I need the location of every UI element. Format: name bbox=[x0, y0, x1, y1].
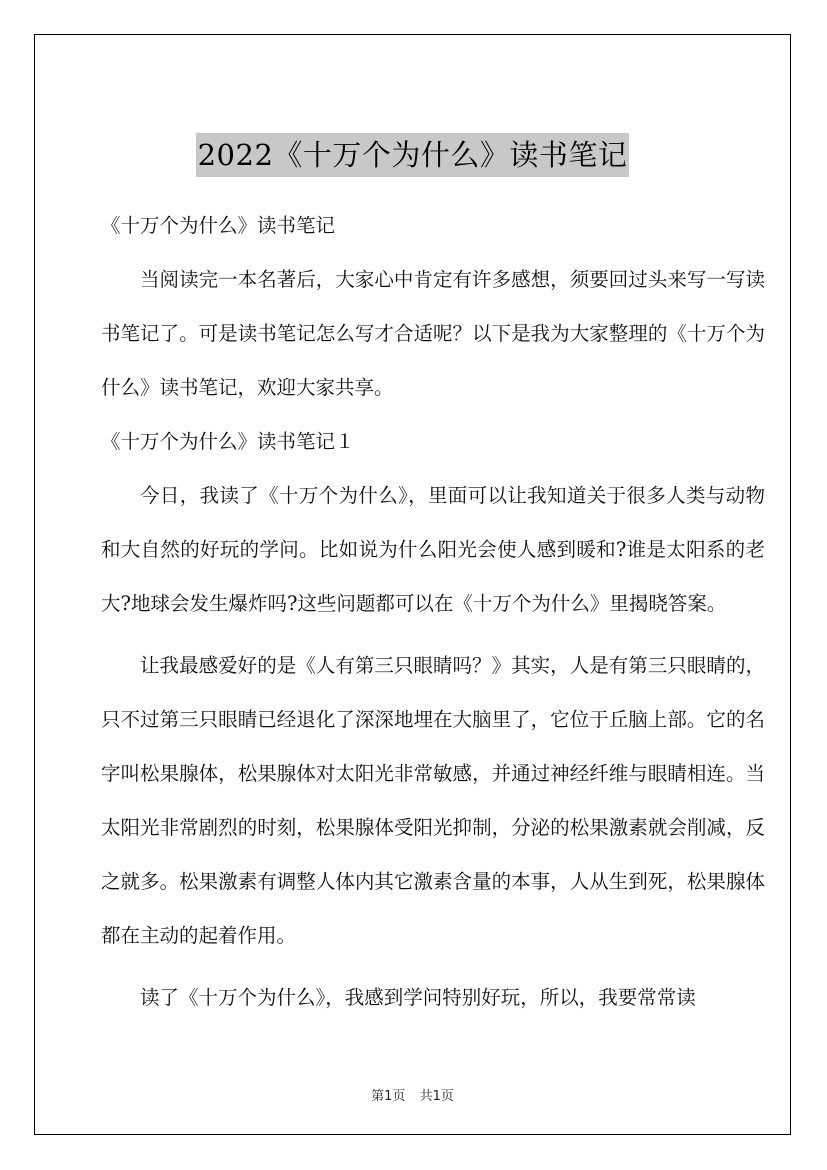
body-paragraph-2: 让我最感爱好的是《人有第三只眼睛吗？》其实，人是有第三只眼睛的，只不过第三只眼睛已经退化了深深地埋在大脑里了，它位于丘脑上部。它的名字叫松果腺体，松果腺体对太阳光非常敏感，并通过神经纤维与眼睛相连。当太阳光非常剧烈的时刻，松果腺体受阳光抑制，分泌的松果激素就会削减，反之就多。松果激素有调整人体内其它激素含量的本事，人从生到死，松果腺体都在主动的起着作用。 bbox=[101, 654, 765, 947]
section-heading: 《十万个为什么》读书笔记１ bbox=[101, 430, 355, 453]
page-footer bbox=[35, 1085, 790, 1104]
title-container bbox=[35, 133, 790, 177]
document-title: 2022《十万个为什么》读书笔记 bbox=[196, 133, 630, 177]
body-paragraph-1: 今日，我读了《十万个为什么》，里面可以让我知道关于很多人类与动物和大自然的好玩的学问。比如说为什么阳光会使人感到暖和?谁是太阳系的老大?地球会发生爆炸吗?这些问题都可以在《十万个为什么》里揭晓答案。 bbox=[101, 484, 765, 615]
page-total: 共1页 bbox=[419, 1089, 454, 1104]
document-page bbox=[34, 34, 791, 1135]
intro-paragraph: 当阅读完一本名著后，大家心中肯定有许多感想，须要回过头来写一写读书笔记了。可是读书笔记怎么写才合适呢？以下是我为大家整理的《十万个为什么》读书笔记，欢迎大家共享。 bbox=[101, 268, 765, 399]
document-body bbox=[101, 199, 765, 1025]
body-paragraph-3: 读了《十万个为什么》，我感到学问特别好玩，所以，我要常常读 bbox=[140, 986, 696, 1009]
page-number: 第1页 bbox=[371, 1089, 406, 1104]
subtitle: 《十万个为什么》读书笔记 bbox=[101, 214, 336, 237]
